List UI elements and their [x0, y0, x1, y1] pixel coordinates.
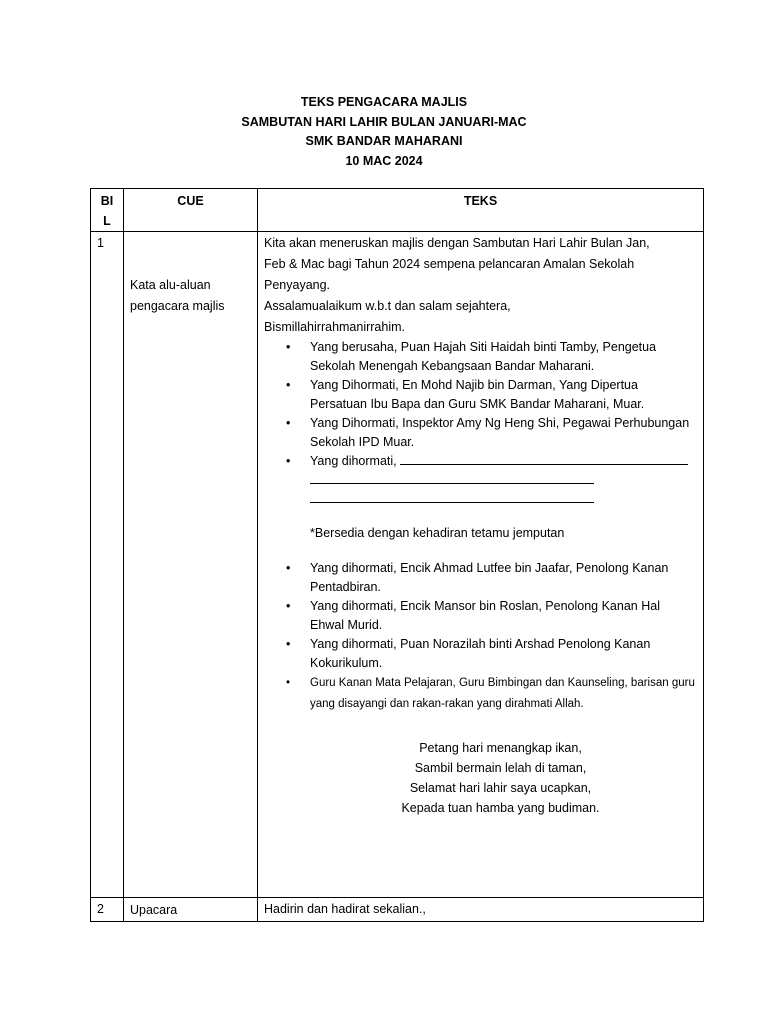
title-line-2: SAMBUTAN HARI LAHIR BULAN JANUARI-MAC	[241, 114, 527, 129]
row-number: 2	[91, 898, 124, 922]
script-table	[90, 188, 704, 922]
row-cue: Kata alu-aluan pengacara majlis	[124, 232, 258, 898]
list-item: • Yang dihormati, Encik Ahmad Lutfee bin Jaafar, Penolong Kanan Pentadbiran.	[310, 559, 697, 597]
intro-line: Kita akan meneruskan majlis dengan Sambutan Hari Lahir Bulan Jan,	[264, 236, 650, 250]
row-number: 1	[91, 232, 124, 898]
row-cue: Upacara	[124, 898, 258, 922]
bil-header: BI L	[91, 189, 124, 232]
cue-header: CUE	[124, 189, 258, 232]
pantun-verse: Petang hari menangkap ikan, Sambil bermain lelah di taman, Selamat hari lahir saya ucapkan, Kepada tuan hamba yang budiman.	[401, 741, 600, 815]
guest-list	[264, 338, 697, 471]
table-header-row	[91, 189, 704, 232]
document-title-block	[0, 93, 768, 171]
intro-line: Feb & Mac bagi Tahun 2024 sempena pelancaran Amalan Sekolah	[264, 257, 635, 271]
blank-line	[310, 490, 594, 503]
list-item: • Yang berusaha, Puan Hajah Siti Haidah binti Tamby, Pengetua Sekolah Menengah Kebangsaan Bandar Maharani.	[310, 338, 697, 376]
list-item: • Yang dihormati, Puan Norazilah binti Arshad Penolong Kanan Kokurikulum.	[310, 635, 697, 673]
list-item: • Yang dihormati,	[310, 452, 697, 471]
title-line-3: SMK BANDAR MAHARANI	[305, 134, 463, 148]
note-text: *Bersedia dengan kehadiran tetamu jemputan	[310, 526, 565, 540]
table-row	[91, 898, 704, 922]
teks-header: TEKS	[258, 189, 704, 232]
blank-line	[400, 452, 688, 465]
row-teks: Hadirin dan hadirat sekalian.,	[258, 898, 704, 922]
greeting-line: Assalamualaikum w.b.t dan salam sejahtera,	[264, 299, 511, 313]
intro-line: Penyayang.	[264, 278, 331, 292]
list-item: • Guru Kanan Mata Pelajaran, Guru Bimbingan dan Kaunseling, barisan guru yang disayangi dan rakan-rakan yang dirahmati Allah.	[310, 673, 697, 715]
blank-line	[310, 471, 594, 484]
title-line-1: TEKS PENGACARA MAJLIS	[300, 95, 468, 109]
staff-list	[264, 559, 697, 715]
table-row	[91, 232, 704, 898]
list-item: • Yang dihormati, Encik Mansor bin Roslan, Penolong Kanan Hal Ehwal Murid.	[310, 597, 697, 635]
blank-lines	[264, 471, 697, 509]
bismillah-line: Bismillahirrahmanirrahim.	[264, 320, 406, 334]
list-item: • Yang Dihormati, Inspektor Amy Ng Heng Shi, Pegawai Perhubungan Sekolah IPD Muar.	[310, 414, 697, 452]
title-line-4: 10 MAC 2024	[345, 153, 423, 168]
list-item: • Yang Dihormati, En Mohd Najib bin Darman, Yang Dipertua Persatuan Ibu Bapa dan Guru SMK Bandar Maharani, Muar.	[310, 376, 697, 414]
row-teks	[258, 232, 704, 898]
